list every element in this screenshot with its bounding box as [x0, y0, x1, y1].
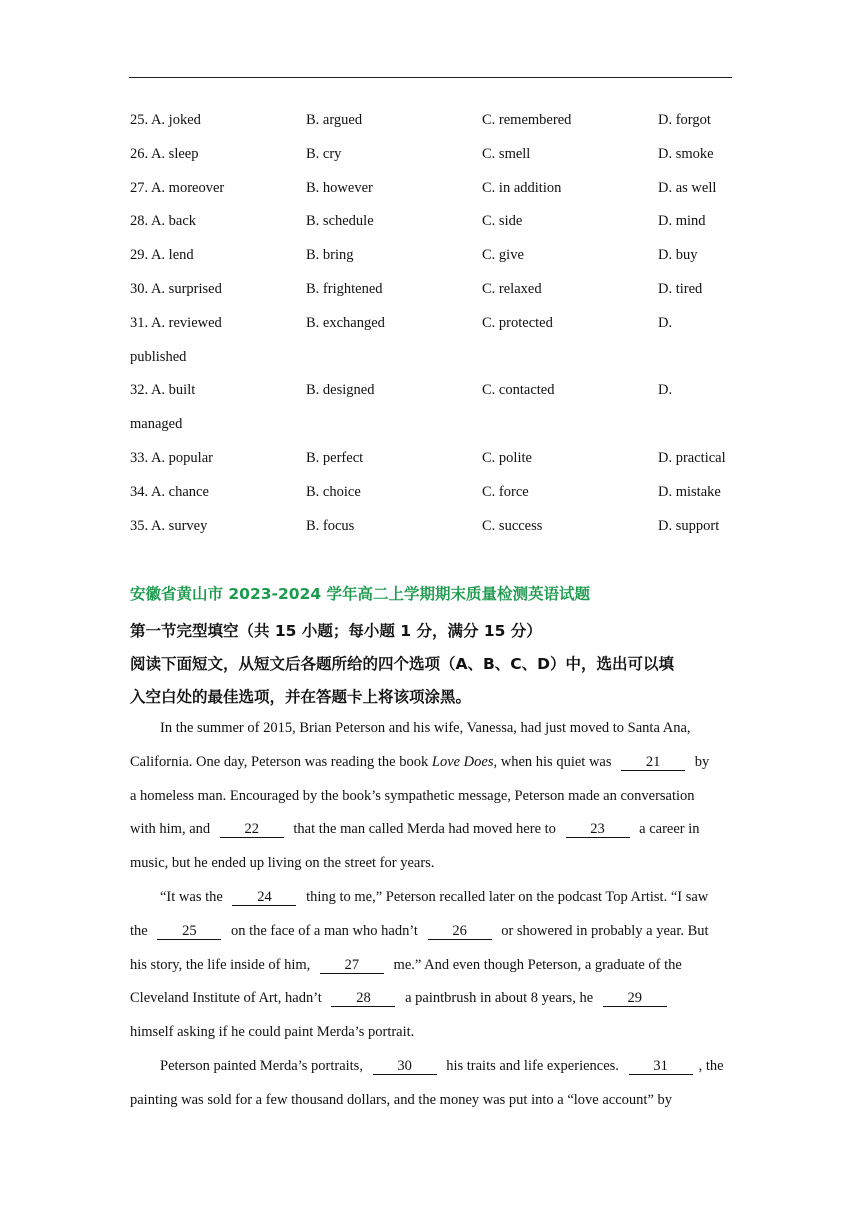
passage-line [130, 847, 730, 881]
option-row-30 [130, 273, 734, 307]
blank-23: 23 [566, 821, 630, 838]
passage-line [130, 915, 730, 949]
option-d: D. buy [658, 247, 698, 264]
section-heading: 第一节完型填空（共 15 小题；每小题 1 分，满分 15 分） [130, 622, 542, 640]
option-d: D. as well [658, 179, 717, 196]
option-a: 27. A. moreover [130, 179, 225, 196]
option-d: D. smoke [658, 145, 714, 162]
option-c: C. force [482, 483, 529, 500]
option-a: 28. A. back [130, 213, 197, 230]
option-a: 33. A. popular [130, 449, 213, 466]
option-d: D. mistake [658, 483, 721, 500]
option-b: B. designed [306, 382, 375, 399]
option-row-29 [130, 239, 734, 273]
passage-text: the [130, 922, 152, 939]
blank-22: 22 [220, 821, 284, 838]
option-a: 32. A. built [130, 382, 196, 399]
option-wrap-31: published [130, 348, 187, 365]
option-wrap-32: managed [130, 416, 183, 433]
passage-text: me.” And even though Peterson, a graduate of the [389, 956, 682, 973]
passage-line [130, 746, 730, 780]
passage-text: a homeless man. Encouraged by the book’s sympathetic message, Peterson made an conversation [130, 787, 695, 804]
option-row-25 [130, 104, 734, 138]
option-c: C. polite [482, 449, 532, 466]
option-a: 31. A. reviewed [130, 314, 222, 331]
passage-text: California. One day, Peterson was reading the book [130, 753, 432, 770]
passage-line [130, 780, 730, 814]
exam-title: 安徽省黄山市 2023-2024 学年高二上学期期末质量检测英语试题 [130, 585, 591, 603]
option-c: C. give [482, 247, 524, 264]
blank-30: 30 [373, 1058, 437, 1075]
passage-text: In the summer of 2015, Brian Peterson and his wife, Vanessa, had just moved to Santa Ana, [160, 720, 691, 736]
passage-text: music, but he ended up living on the street for years. [130, 855, 435, 872]
passage-text: that the man called Merda had moved here to [289, 821, 560, 838]
passage-text: a career in [635, 821, 700, 838]
option-c: C. protected [482, 314, 553, 331]
passage-line [130, 813, 730, 847]
option-row-34 [130, 476, 734, 510]
option-d: D. mind [658, 213, 706, 230]
option-d: D. support [658, 517, 720, 534]
option-d: D. [658, 382, 673, 399]
option-c: C. smell [482, 145, 531, 162]
passage-line [130, 1050, 730, 1084]
passage-text: himself asking if he could paint Merda’s portrait. [130, 1024, 415, 1041]
option-b: B. frightened [306, 280, 383, 297]
passage-text: Cleveland Institute of Art, hadn’t [130, 990, 326, 1007]
passage-line [130, 881, 730, 915]
option-row-31 [130, 307, 734, 341]
option-row-35 [130, 510, 734, 544]
option-b: B. schedule [306, 213, 374, 230]
instructions-line-1: 阅读下面短文，从短文后各题所给的四个选项（A、B、C、D）中，选出可以填 [130, 655, 675, 673]
option-row-32 [130, 374, 734, 408]
option-a: 29. A. lend [130, 247, 194, 264]
option-d: D. forgot [658, 112, 711, 128]
option-c: C. side [482, 213, 523, 230]
option-row-33 [130, 442, 734, 476]
blank-26: 26 [428, 923, 492, 940]
passage-text: “It was the [160, 888, 227, 905]
option-b: B. argued [306, 112, 363, 128]
option-c: C. in addition [482, 179, 562, 196]
option-b: B. bring [306, 247, 354, 264]
passage-text: with him, and [130, 821, 214, 838]
passage-text: his story, the life inside of him, [130, 956, 314, 973]
passage-text: by [691, 753, 710, 770]
option-a: 34. A. chance [130, 483, 209, 500]
blank-25: 25 [157, 923, 221, 940]
option-d: D. [658, 314, 673, 331]
option-a: 30. A. surprised [130, 280, 222, 297]
blank-24: 24 [232, 889, 296, 906]
option-c: C. relaxed [482, 280, 542, 297]
passage-text: his traits and life experiences. [442, 1057, 623, 1074]
header-rule [129, 77, 732, 78]
option-row-26 [130, 138, 734, 172]
option-b: B. cry [306, 145, 342, 162]
passage-text: on the face of a man who hadn’t [227, 922, 422, 939]
option-b: B. exchanged [306, 314, 385, 331]
passage-line [130, 712, 730, 746]
passage-text: painting was sold for a few thousand dollars, and the money was put into a “love account” by [130, 1091, 673, 1108]
passage-text: , when his quiet was [493, 753, 616, 770]
reading-passage [130, 712, 730, 1118]
option-a: 26. A. sleep [130, 145, 199, 162]
blank-21: 21 [621, 754, 685, 771]
passage-text: a paintbrush in about 8 years, he [401, 990, 597, 1007]
option-a: 35. A. survey [130, 517, 208, 534]
passage-line [130, 949, 730, 983]
blank-28: 28 [331, 990, 395, 1007]
book-title: Love Does [431, 753, 494, 770]
options-list [130, 104, 734, 543]
option-c: C. contacted [482, 382, 555, 399]
blank-29: 29 [603, 990, 667, 1007]
passage-line [130, 982, 730, 1016]
option-a: 25. A. joked [130, 112, 201, 128]
option-d: D. practical [658, 449, 726, 466]
option-b: B. perfect [306, 449, 364, 466]
option-row-28 [130, 205, 734, 239]
passage-text: , the [698, 1057, 724, 1074]
option-c: C. success [482, 517, 543, 534]
blank-27: 27 [320, 957, 384, 974]
option-row-27 [130, 172, 734, 206]
blank-31: 31 [629, 1058, 693, 1075]
option-b: B. however [306, 179, 373, 196]
passage-line [130, 1084, 730, 1118]
passage-text: Peterson painted Merda’s portraits, [160, 1057, 367, 1074]
passage-line [130, 1016, 730, 1050]
option-b: B. focus [306, 517, 355, 534]
instructions-line-2: 入空白处的最佳选项，并在答题卡上将该项涂黑。 [130, 688, 472, 706]
option-b: B. choice [306, 483, 361, 500]
passage-text: or showered in probably a year. But [497, 922, 709, 939]
option-c: C. remembered [482, 112, 572, 128]
passage-text: thing to me,” Peterson recalled later on the podcast Top Artist. “I saw [302, 888, 709, 905]
option-d: D. tired [658, 280, 703, 297]
